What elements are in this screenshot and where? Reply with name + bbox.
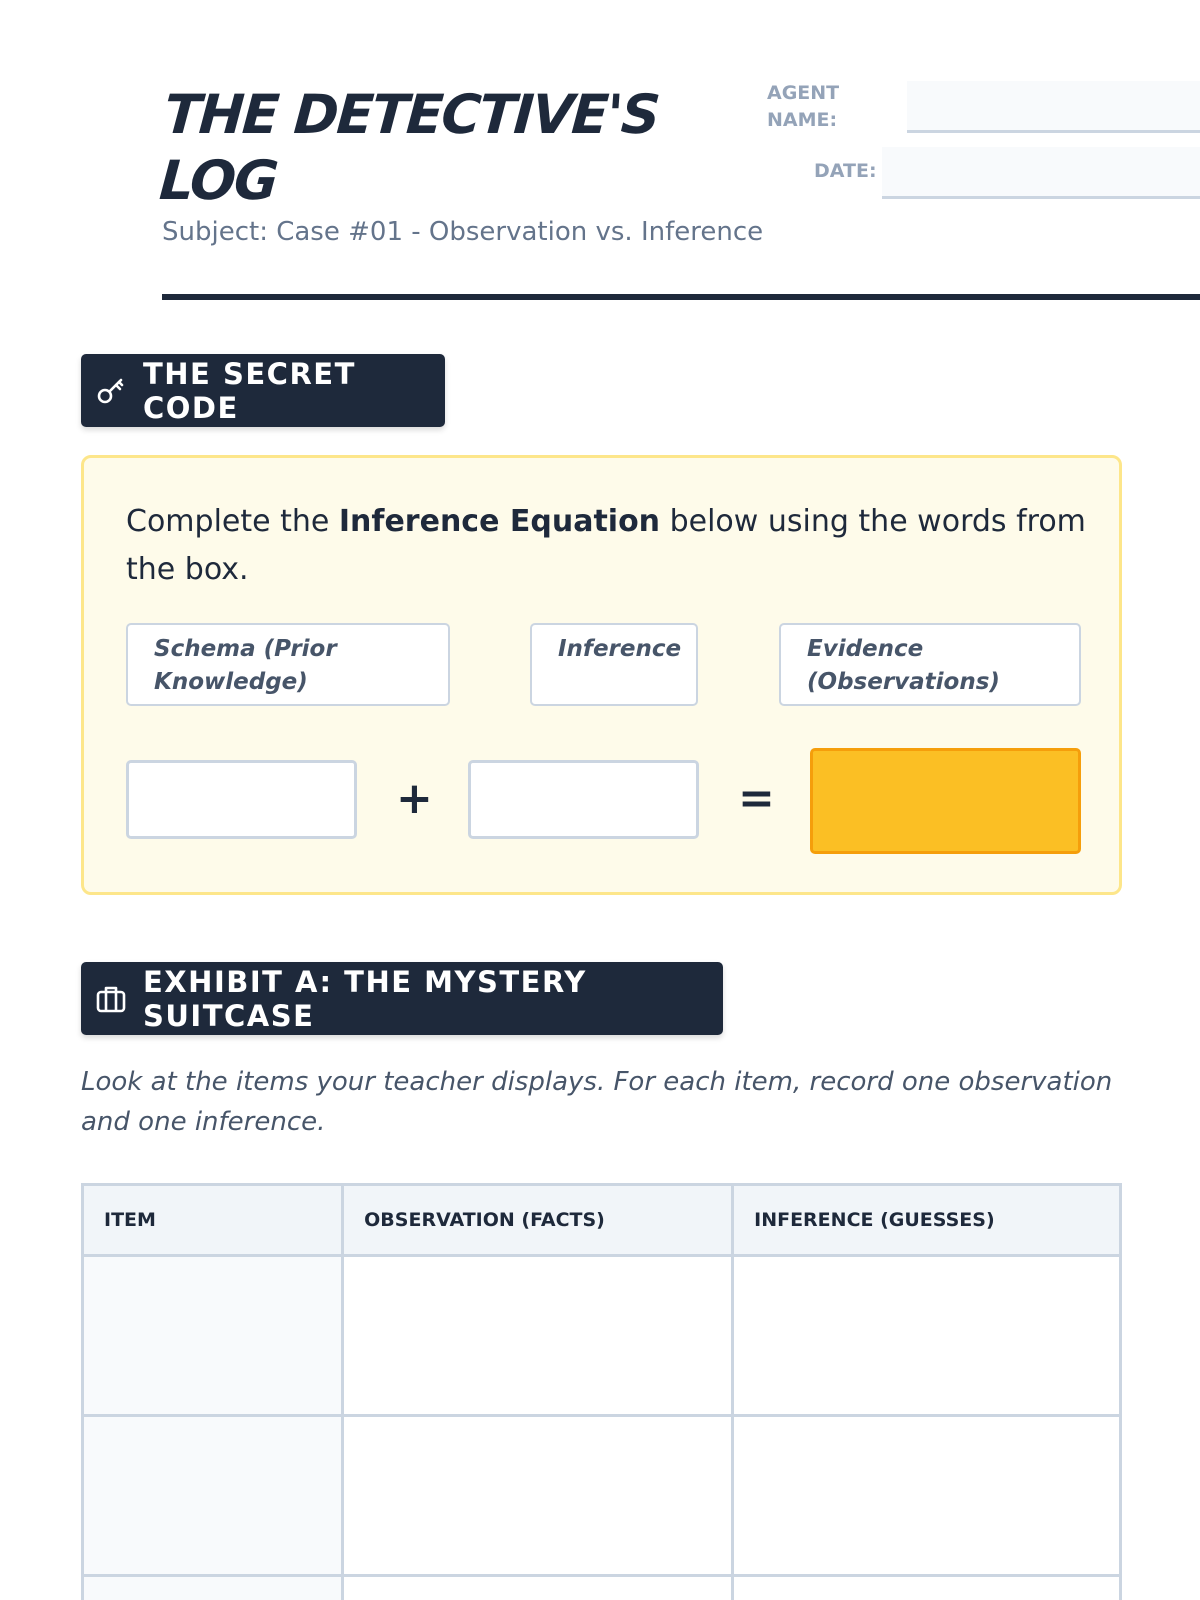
observation-cell[interactable] [343, 1416, 733, 1576]
inference-cell[interactable] [733, 1576, 1121, 1600]
table-row [83, 1576, 1121, 1600]
column-header-observation: OBSERVATION (FACTS) [343, 1185, 733, 1256]
equals-sign: = [738, 773, 775, 824]
agent-name-label: AGENT NAME: [767, 82, 840, 131]
date-label: DATE: [814, 160, 877, 182]
exhibit-instruction: Look at the items your teacher displays. For each item, record one observation and one inference. [81, 1067, 1113, 1137]
word-bank-chip: Inference [530, 623, 698, 706]
equation-answer-box[interactable] [810, 748, 1081, 854]
equation-blank-1[interactable] [126, 760, 357, 839]
column-header-item: ITEM [83, 1185, 343, 1256]
table-header-row [83, 1185, 1121, 1256]
secret-code-box [81, 455, 1122, 895]
word-bank-chip: Evidence (Observations) [779, 623, 1081, 706]
observation-cell[interactable] [343, 1576, 733, 1600]
table-row [83, 1416, 1121, 1576]
column-header-inference: INFERENCE (GUESSES) [733, 1185, 1121, 1256]
exhibit-heading: EXHIBIT A: THE MYSTERY SUITCASE [143, 964, 587, 1033]
page-title: THE DETECTIVE'S LOG [157, 83, 661, 212]
secret-code-heading: THE SECRET CODE [143, 356, 356, 425]
equation-instruction: Complete the Inference Equation below using the words from the box. [126, 504, 1086, 587]
item-cell[interactable] [83, 1256, 343, 1416]
header-divider [162, 294, 1200, 300]
table-row [83, 1256, 1121, 1416]
item-cell[interactable] [83, 1576, 343, 1600]
observation-cell[interactable] [343, 1256, 733, 1416]
plus-sign: + [396, 773, 433, 824]
worksheet-header [81, 0, 1119, 296]
inference-cell[interactable] [733, 1256, 1121, 1416]
exhibit-banner [81, 962, 723, 1035]
word-bank-chip: Schema (Prior Knowledge) [126, 623, 450, 706]
case-subject: Subject: Case #01 - Observation vs. Inference [162, 217, 764, 247]
secret-code-banner [81, 354, 445, 427]
key-icon [95, 374, 127, 408]
agent-name-field[interactable] [907, 81, 1200, 133]
inference-cell[interactable] [733, 1416, 1121, 1576]
date-field[interactable] [882, 147, 1200, 199]
equation-blank-2[interactable] [468, 760, 699, 839]
evidence-table [81, 1183, 1122, 1600]
suitcase-icon [95, 982, 127, 1016]
item-cell[interactable] [83, 1416, 343, 1576]
